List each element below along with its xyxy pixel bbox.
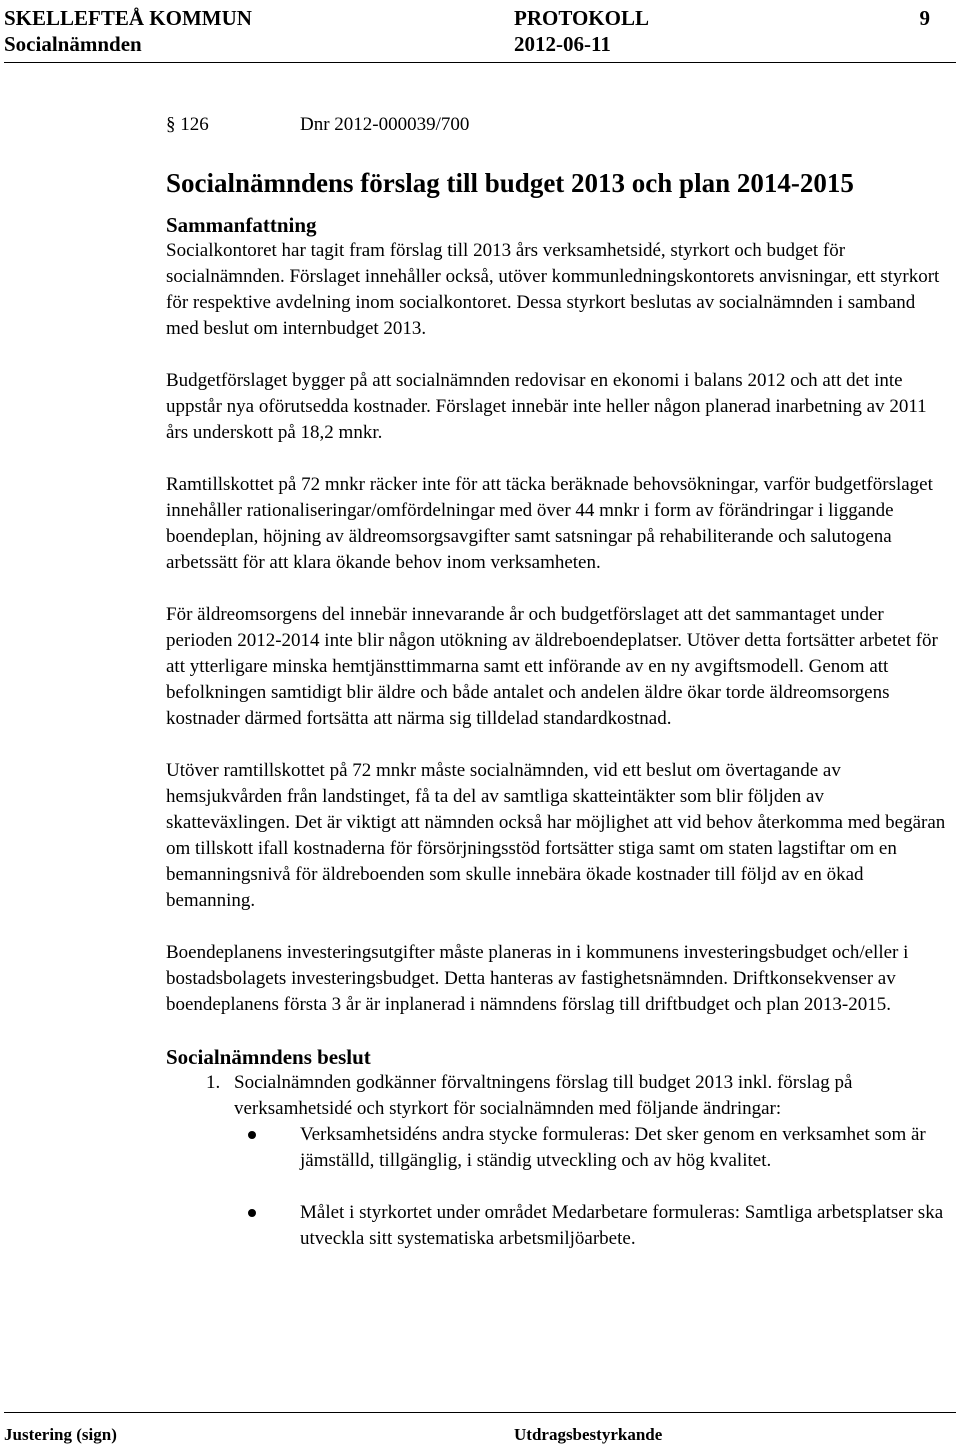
- bullet-text: Målet i styrkortet under området Medarbetare formuleras: Samtliga arbetsplatser ska utveckla sitt systematiska arbetsmiljöarbete.: [300, 1202, 944, 1249]
- footer-divider: [4, 1412, 956, 1413]
- committee-name: Socialnämnden: [4, 32, 142, 56]
- list-item: [234, 1200, 946, 1252]
- municipality-name: SKELLEFTEÅ KOMMUN: [4, 6, 252, 30]
- bullet-text: Verksamhetsidéns andra stycke formuleras: Det sker genom en verksamhet som är jämställd, tillgänglig, i ständig utveckling och av hög kvalitet.: [300, 1124, 926, 1171]
- summary-paragraph-1: Socialkontoret har tagit fram förslag till 2013 års verksamhetsidé, styrkort och budget för socialnämnden. Förslaget innehåller också, utöver kommunledningskontorets anvisningar, ett styrkort för respektive avdelning inom socialkontoret. Dessa styrkort beslutas av socialnämnden i samband med beslut om internbudget 2013.: [166, 240, 940, 339]
- header-divider: [4, 62, 956, 63]
- summary-paragraph-3: Ramtillskottet på 72 mnkr räcker inte för att täcka beräknade behovsökningar, varför budgetförslaget innehåller rationaliseringar/omfördelningar med över 44 mnkr i form av förändringar i liggande boendeplan, höjning av äldreomsorgsavgifter samt satsningar på rehabiliterande och salutogena arbetssätt för att klara ökande behov inom verksamheten.: [166, 474, 933, 573]
- meeting-date: 2012-06-11: [514, 32, 611, 56]
- decision-item: [166, 1070, 946, 1252]
- decision-list: [166, 1070, 946, 1252]
- signature-label: Justering (sign): [4, 1425, 117, 1444]
- page-title: Socialnämndens förslag till budget 2013 och plan 2014-2015: [166, 168, 854, 198]
- bullet-icon: [248, 1131, 256, 1139]
- decision-bullets: [234, 1122, 946, 1252]
- summary-paragraph-5: Utöver ramtillskottet på 72 mnkr måste socialnämnden, vid ett beslut om övertagande av hemsjukvården från landstinget, få ta del av samtliga skatteintäkter som blir följden av skatteväxlingen. Det är viktigt att nämnden också har möjlighet att vid behov återkomma med begäran om tillskott ifall kostnaderna för försörjningsstöd fortsätter stiga samt om staten lagstiftar om en bemanningsnivå för äldreboenden som skulle innebära ökade kostnader till följd av en ökad bemanning.: [166, 760, 946, 911]
- list-item: [234, 1122, 946, 1174]
- decision-heading: Socialnämndens beslut: [166, 1045, 371, 1069]
- summary-paragraph-4: För äldreomsorgens del innebär innevarande år och budgetförslaget att det sammantaget under perioden 2012-2014 inte blir någon utökning av äldreboendeplatser. Utöver detta fortsätter arbetet för att ytterligare minska hemtjänsttimmarna samt ett införande av en ny avgiftsmodell. Genom att befolkningen samtidigt blir äldre och både antalet och andelen äldre ökar torde äldreomsorgens kostnader därmed fortsätta att närma sig tilldelad standardkostnad.: [166, 604, 938, 729]
- section-number: § 126: [166, 114, 209, 135]
- summary-heading: Sammanfattning: [166, 213, 317, 237]
- summary-paragraph-2: Budgetförslaget bygger på att socialnämnden redovisar en ekonomi i balans 2012 och att det inte uppstår nya oförutsedda kostnader. Förslaget innebär inte heller någon planerad inarbetning av 2011 års underskott på 18,2 mnkr.: [166, 370, 927, 443]
- document-type: PROTOKOLL: [514, 6, 649, 30]
- decision-item-number: 1.: [206, 1072, 221, 1093]
- bullet-icon: [248, 1209, 256, 1217]
- case-number: Dnr 2012-000039/700: [300, 114, 470, 135]
- summary-paragraph-6: Boendeplanens investeringsutgifter måste planeras in i kommunens investeringsbudget och/eller i bostadsbolagets investeringsbudget. Detta hanteras av fastighetsnämnden. Driftkonsekvenser av boendeplanens första 3 år är inplanerad i nämndens förslag till driftbudget och plan 2013-2015.: [166, 942, 909, 1015]
- certification-label: Utdragsbestyrkande: [514, 1425, 663, 1444]
- decision-section: [166, 1044, 946, 1252]
- page-number: 9: [919, 6, 930, 30]
- section-reference: [166, 112, 946, 138]
- document-body: [166, 112, 946, 1278]
- decision-item-text: Socialnämnden godkänner förvaltningens förslag till budget 2013 inkl. förslag på verksamhetsidé och styrkort för socialnämnden med följande ändringar:: [234, 1072, 853, 1119]
